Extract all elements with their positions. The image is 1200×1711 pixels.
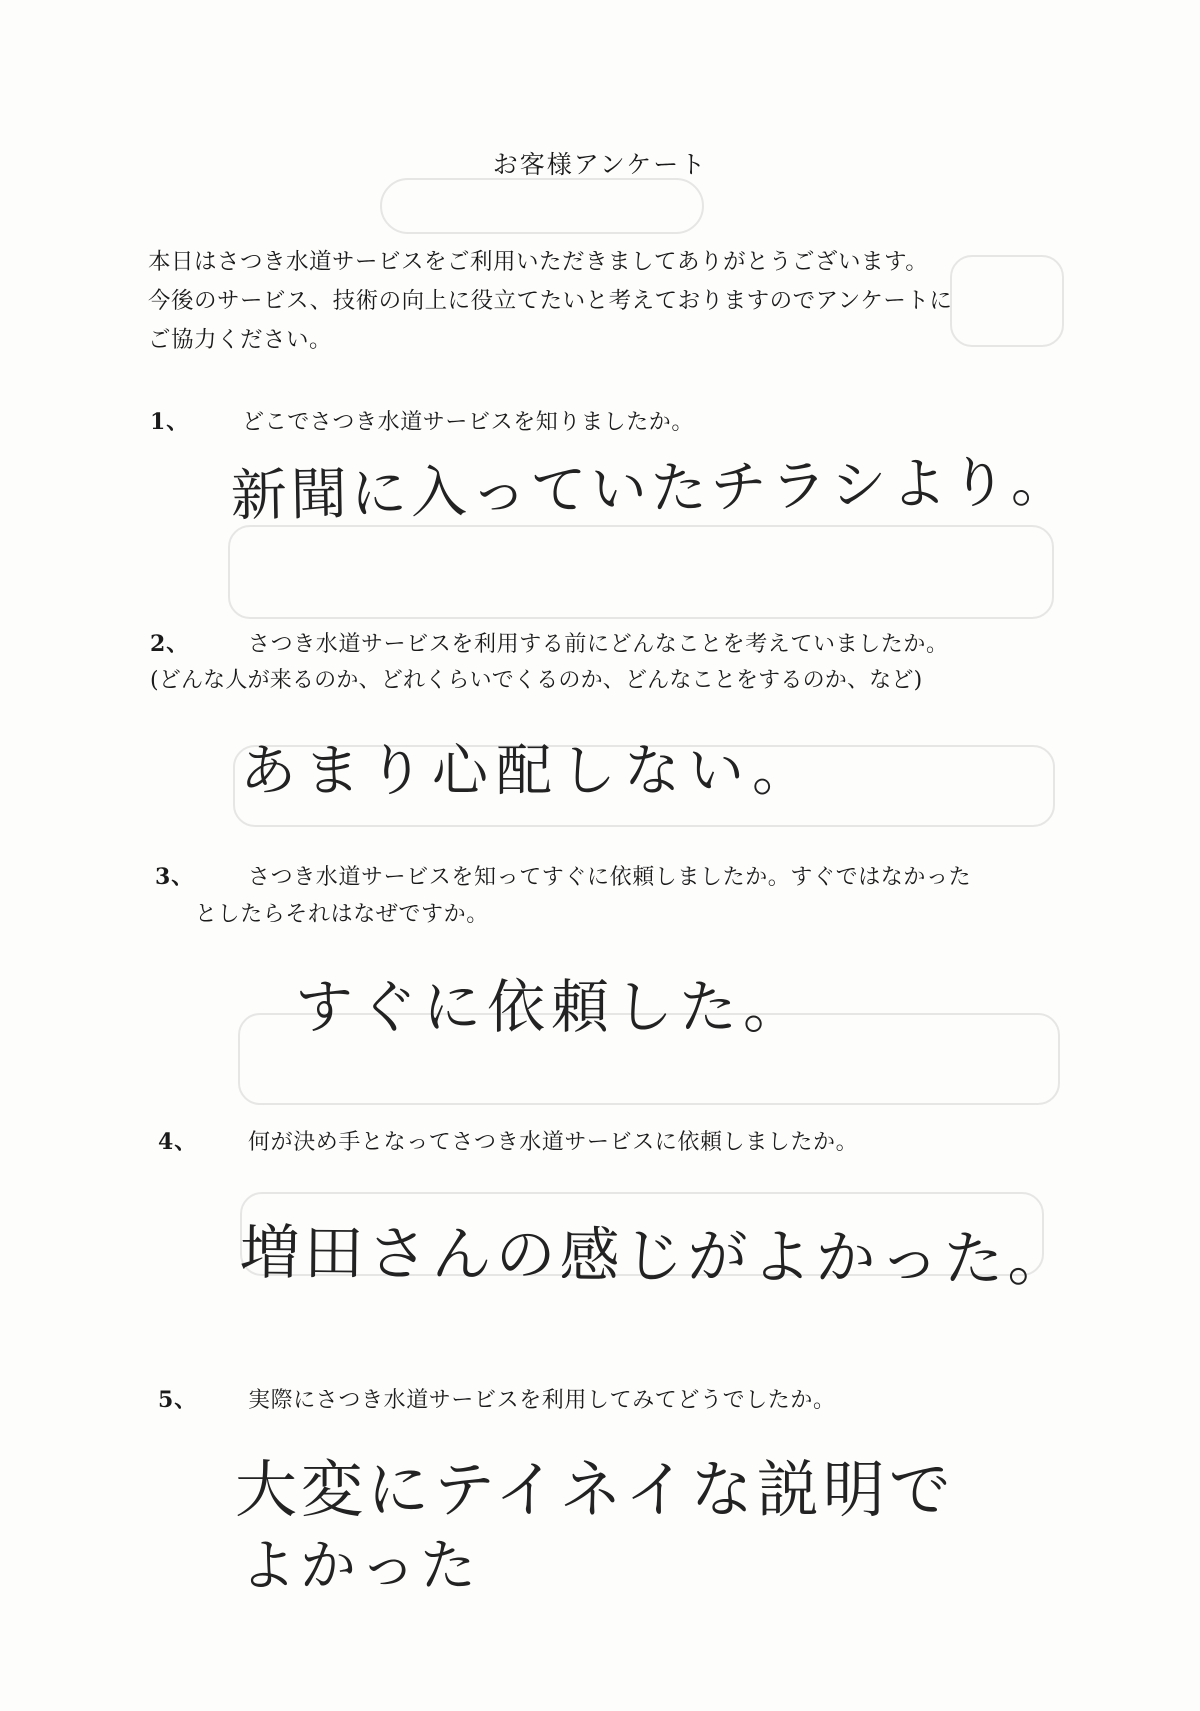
question-text: さつき水道サービスを知ってすぐに依頼しましたか。すぐではなかった (248, 865, 972, 890)
question-text: 何が決め手となってさつき水道サービスに依頼しましたか。 (248, 1130, 859, 1155)
question-text: どこでさつき水道サービスを知りましたか。 (242, 410, 695, 435)
question-number: 3、 (155, 864, 195, 890)
handwritten-answer: すぐに依頼した。 (295, 973, 808, 1041)
question-number: 4、 (158, 1129, 198, 1155)
question-text: さつき水道サービスを利用する前にどんなことを考えていましたか。 (248, 632, 949, 657)
handwritten-answer-line: 大変にテイネイな説明で (235, 1453, 955, 1526)
handwritten-answer: 新聞に入っていたチラシより。 (230, 449, 1072, 529)
page-title: お客様アンケート (492, 150, 708, 179)
intro-line: ご協力ください。 (148, 327, 333, 353)
handwritten-answer-line: よかった (240, 1534, 480, 1599)
question-text-note: (どんな人が来るのか、どれくらいでくるのか、どんなことをするのか、など) (150, 668, 923, 693)
intro-line: 今後のサービス、技術の向上に役立てたいと考えておりますのでアンケートに (148, 288, 953, 314)
bleed-through-box (228, 525, 1054, 619)
bleed-through-box (380, 178, 704, 234)
intro-paragraph (148, 243, 1078, 360)
question-text: 実際にさつき水道サービスを利用してみてどうでしたか。 (248, 1388, 836, 1413)
question-number: 1、 (150, 409, 190, 435)
question-text-continued: としたらそれはなぜですか。 (195, 902, 489, 927)
question-number: 2、 (150, 631, 190, 657)
handwritten-answer: あまり心配しない。 (240, 739, 816, 804)
intro-line: 本日はさつき水道サービスをご利用いただきましてありがとうございます。 (148, 249, 929, 275)
handwritten-answer: 増田さんの感じがよかった。 (239, 1217, 1072, 1296)
question-number: 5、 (158, 1387, 198, 1413)
